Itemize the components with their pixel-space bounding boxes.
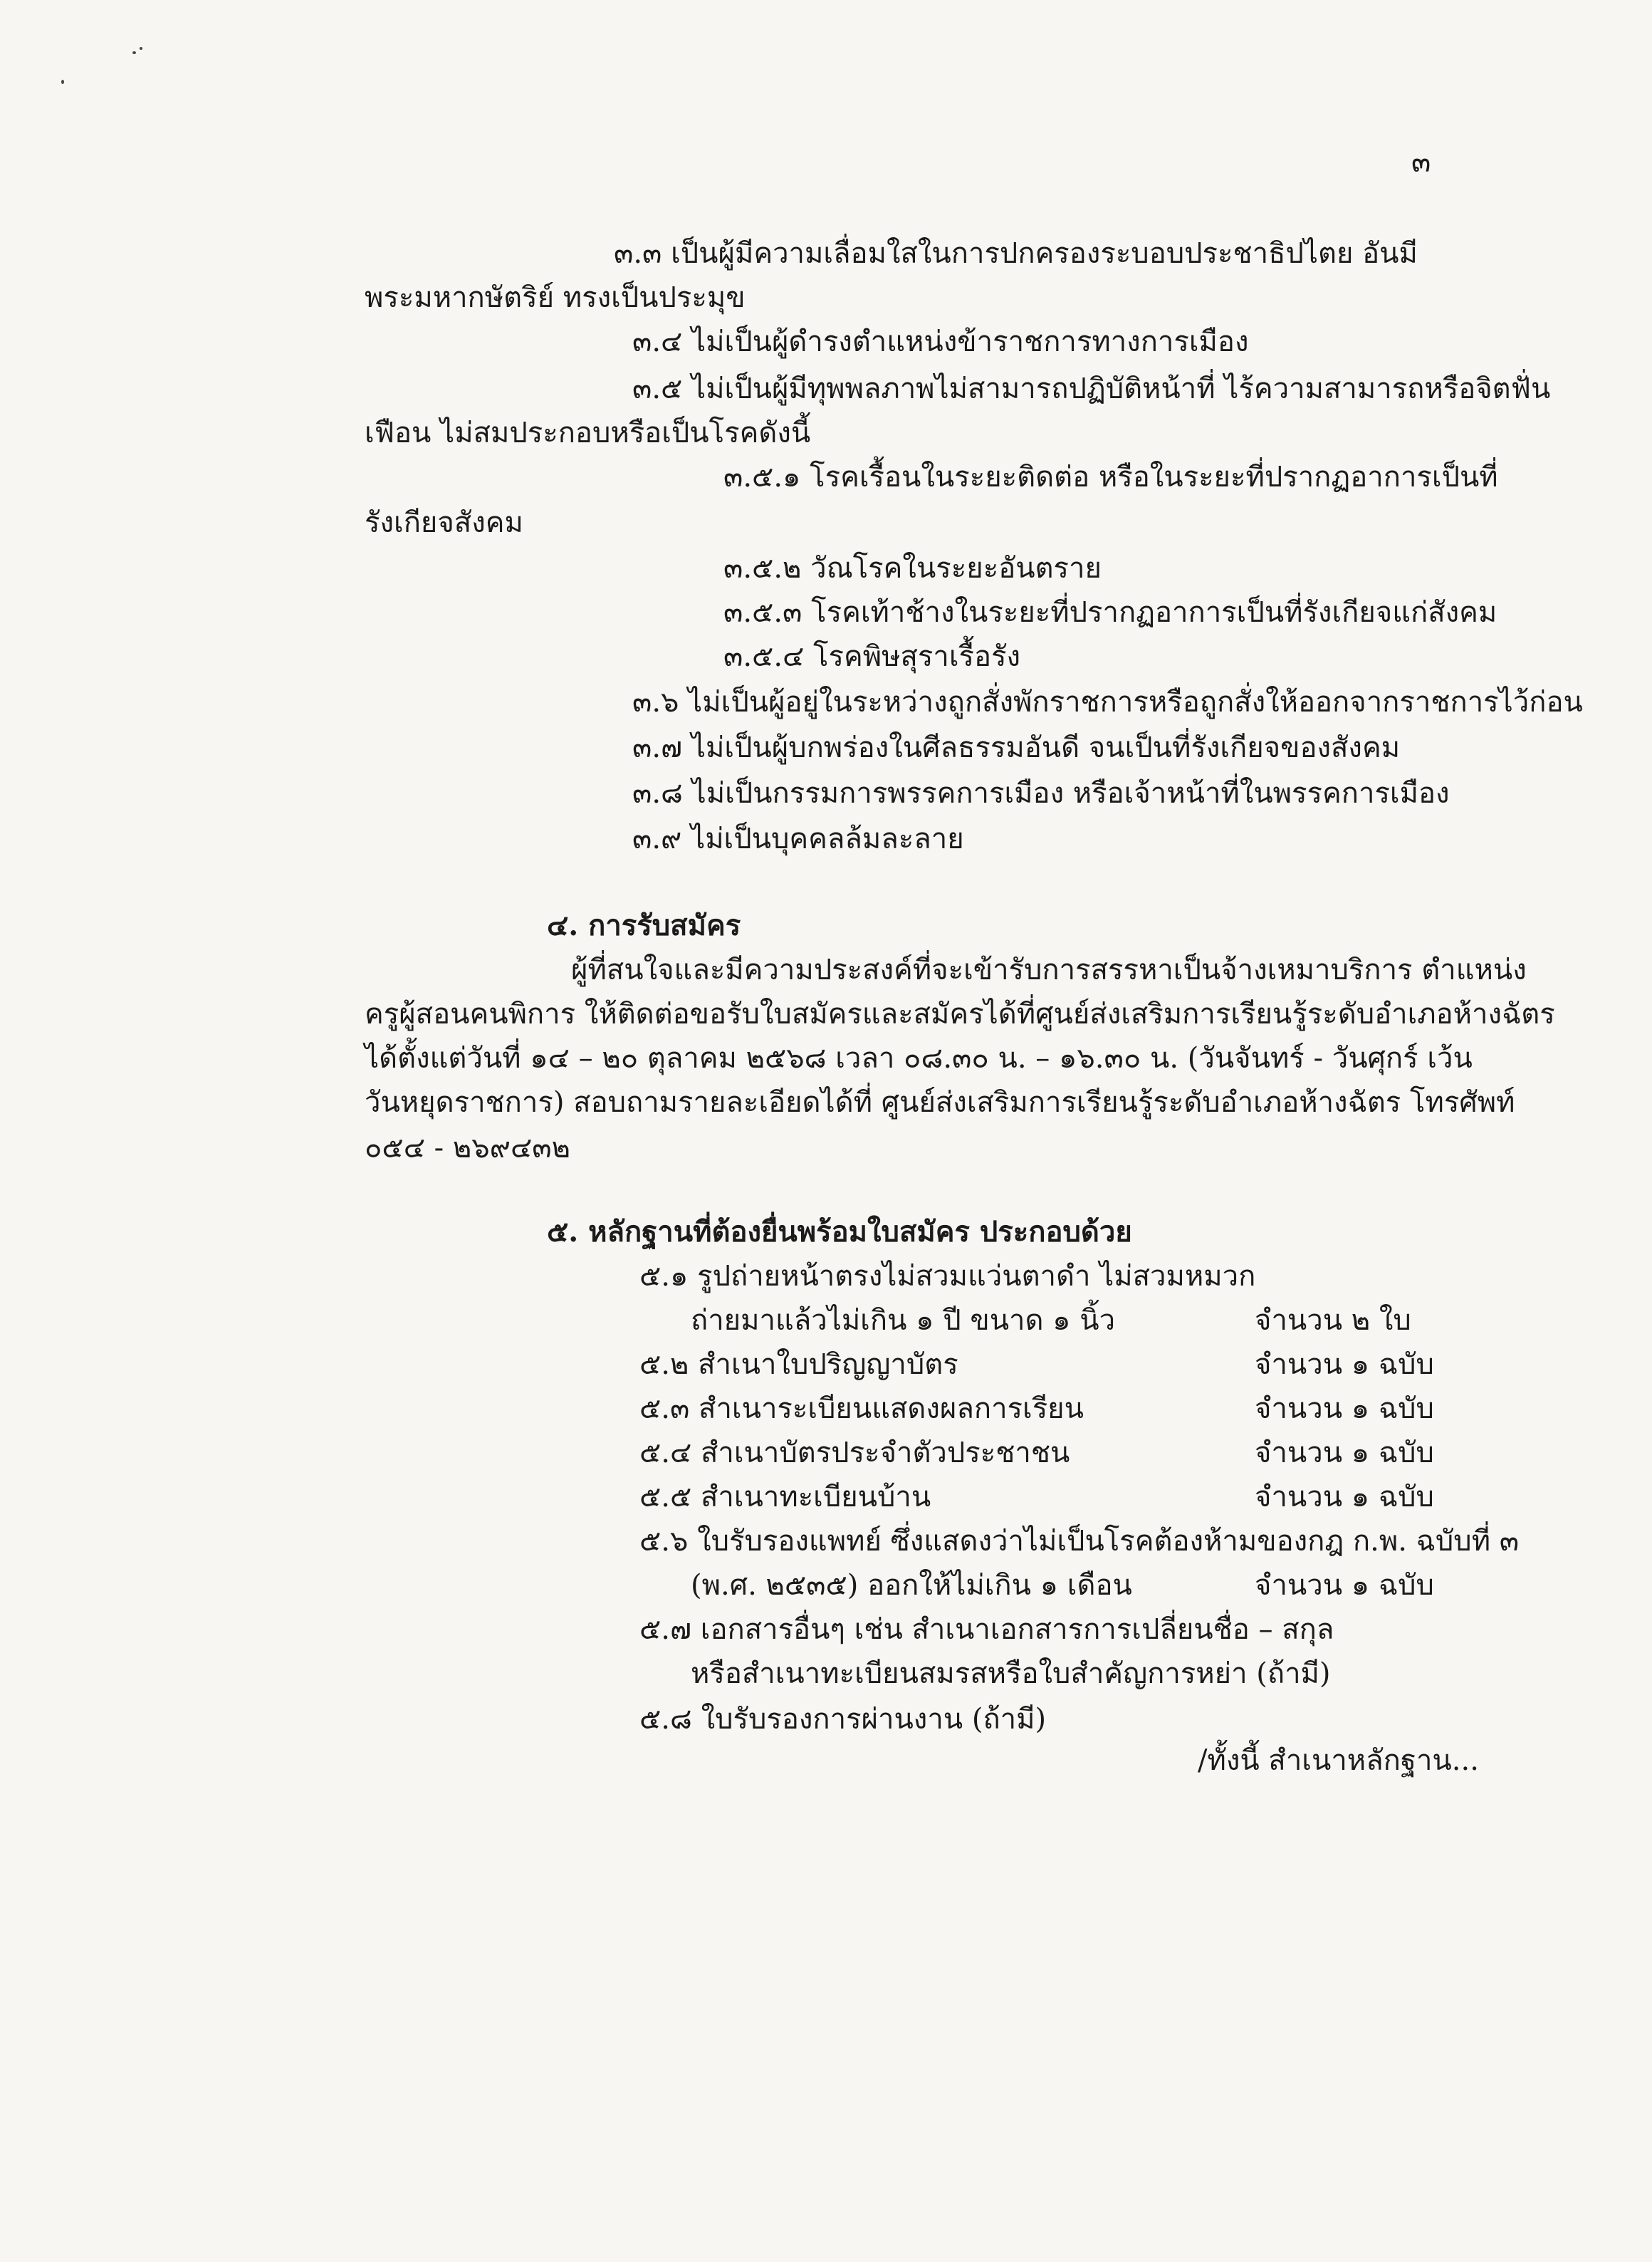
item-3-9: ๓.๙ ไม่เป็นบุคคลล้มละลาย bbox=[632, 823, 964, 855]
scan-speck bbox=[132, 51, 136, 54]
item-5-5-qty: จำนวน ๑ ฉบับ bbox=[1255, 1481, 1434, 1513]
item-3-5-1-line2: รังเกียจสังคม bbox=[365, 506, 523, 539]
section-4-para-line3: ได้ตั้งแต่วันที่ ๑๔ – ๒๐ ตุลาคม ๒๕๖๘ เวลา ๐๘.๓๐ น. – ๑๖.๓๐ น. (วันจันทร์ - วันศุกร์ เว้น bbox=[365, 1042, 1473, 1075]
section-4-para-line2: ครูผู้สอนคนพิการ ให้ติดต่อขอรับใบสมัครและสมัครได้ที่ศูนย์ส่งเสริมการเรียนรู้ระดับอำเภอห้างฉัตร bbox=[365, 998, 1555, 1031]
item-5-3: ๕.๓ สำเนาระเบียนแสดงผลการเรียน bbox=[639, 1392, 1084, 1425]
item-3-3-line2: พระมหากษัตริย์ ทรงเป็นประมุข bbox=[365, 281, 746, 314]
item-5-2: ๕.๒ สำเนาใบปริญญาบัตร bbox=[639, 1348, 958, 1381]
item-5-7-line1: ๕.๗ เอกสารอื่นๆ เช่น สำเนาเอกสารการเปลี่ยนชื่อ – สกุล bbox=[639, 1613, 1334, 1646]
item-5-4: ๕.๔ สำเนาบัตรประจำตัวประชาชน bbox=[639, 1437, 1070, 1469]
item-3-5-2: ๓.๕.๒ วัณโรคในระยะอันตราย bbox=[723, 552, 1102, 585]
item-3-5-3: ๓.๕.๓ โรคเท้าช้างในระยะที่ปรากฏอาการเป็นที่รังเกียจแก่สังคม bbox=[723, 596, 1497, 629]
item-5-6-line2: (พ.ศ. ๒๕๓๕) ออกให้ไม่เกิน ๑ เดือน bbox=[691, 1569, 1132, 1602]
item-5-6-qty: จำนวน ๑ ฉบับ bbox=[1255, 1569, 1434, 1602]
section-4-heading: ๔. การรับสมัคร bbox=[547, 909, 741, 942]
item-3-5-1-line1: ๓.๕.๑ โรคเรื้อนในระยะติดต่อ หรือในระยะที่ปรากฏอาการเป็นที่ bbox=[723, 461, 1498, 494]
item-5-1-line1: ๕.๑ รูปถ่ายหน้าตรงไม่สวมแว่นตาดำ ไม่สวมหมวก bbox=[639, 1260, 1256, 1293]
page-number: ๓ bbox=[1411, 146, 1431, 179]
item-5-4-qty: จำนวน ๑ ฉบับ bbox=[1255, 1437, 1434, 1469]
scan-speck bbox=[140, 47, 142, 50]
item-5-1-qty: จำนวน ๒ ใบ bbox=[1255, 1304, 1411, 1337]
item-5-7-line2: หรือสำเนาทะเบียนสมรสหรือใบสำคัญการหย่า (ถ้ามี) bbox=[691, 1657, 1331, 1690]
section-4-para-line1: ผู้ที่สนใจและมีความประสงค์ที่จะเข้ารับการสรรหาเป็นจ้างเหมาบริการ ตำแหน่ง bbox=[571, 954, 1527, 986]
item-5-6-line1: ๕.๖ ใบรับรองแพทย์ ซึ่งแสดงว่าไม่เป็นโรคต้องห้ามของกฎ ก.พ. ฉบับที่ ๓ bbox=[639, 1525, 1520, 1558]
item-3-5-line1: ๓.๕ ไม่เป็นผู้มีทุพพลภาพไม่สามารถปฏิบัติหน้าที่ ไร้ความสามารถหรือจิตฟั่น bbox=[632, 372, 1551, 405]
item-5-5: ๕.๕ สำเนาทะเบียนบ้าน bbox=[639, 1481, 931, 1513]
item-5-8: ๕.๘ ใบรับรองการผ่านงาน (ถ้ามี) bbox=[639, 1703, 1047, 1736]
item-3-4: ๓.๔ ไม่เป็นผู้ดำรงตำแหน่งข้าราชการทางการเมือง bbox=[632, 325, 1249, 358]
item-3-3-line1: ๓.๓ เป็นผู้มีความเลื่อมใสในการปกครองระบอบประชาธิปไตย อันมี bbox=[614, 237, 1418, 270]
section-4-para-line5: ๐๕๔ - ๒๖๙๔๓๒ bbox=[365, 1132, 570, 1164]
item-3-5-line2: เฟือน ไม่สมประกอบหรือเป็นโรคดังนี้ bbox=[365, 417, 811, 449]
item-3-8: ๓.๘ ไม่เป็นกรรมการพรรคการเมือง หรือเจ้าหน้าที่ในพรรคการเมือง bbox=[632, 777, 1450, 810]
item-5-3-qty: จำนวน ๑ ฉบับ bbox=[1255, 1392, 1434, 1425]
scan-speck bbox=[61, 80, 64, 84]
item-3-7: ๓.๗ ไม่เป็นผู้บกพร่องในศีลธรรมอันดี จนเป็นที่รังเกียจของสังคม bbox=[632, 731, 1401, 764]
item-3-6: ๓.๖ ไม่เป็นผู้อยู่ในระหว่างถูกสั่งพักราชการหรือถูกสั่งให้ออกจากราชการไว้ก่อน bbox=[632, 686, 1583, 719]
section-5-heading: ๕. หลักฐานที่ต้องยื่นพร้อมใบสมัคร ประกอบด้วย bbox=[547, 1215, 1132, 1249]
item-5-1-line2: ถ่ายมาแล้วไม่เกิน ๑ ปี ขนาด ๑ นิ้ว bbox=[691, 1304, 1116, 1337]
item-5-2-qty: จำนวน ๑ ฉบับ bbox=[1255, 1348, 1434, 1381]
continuation-note: /ทั้งนี้ สำเนาหลักฐาน... bbox=[1198, 1744, 1479, 1777]
section-4-para-line4: วันหยุดราชการ) สอบถามรายละเอียดได้ที่ ศูนย์ส่งเสริมการเรียนรู้ระดับอำเภอห้างฉัตร โทรศัพท์ bbox=[365, 1086, 1515, 1119]
item-3-5-4: ๓.๕.๔ โรคพิษสุราเรื้อรัง bbox=[723, 640, 1021, 673]
